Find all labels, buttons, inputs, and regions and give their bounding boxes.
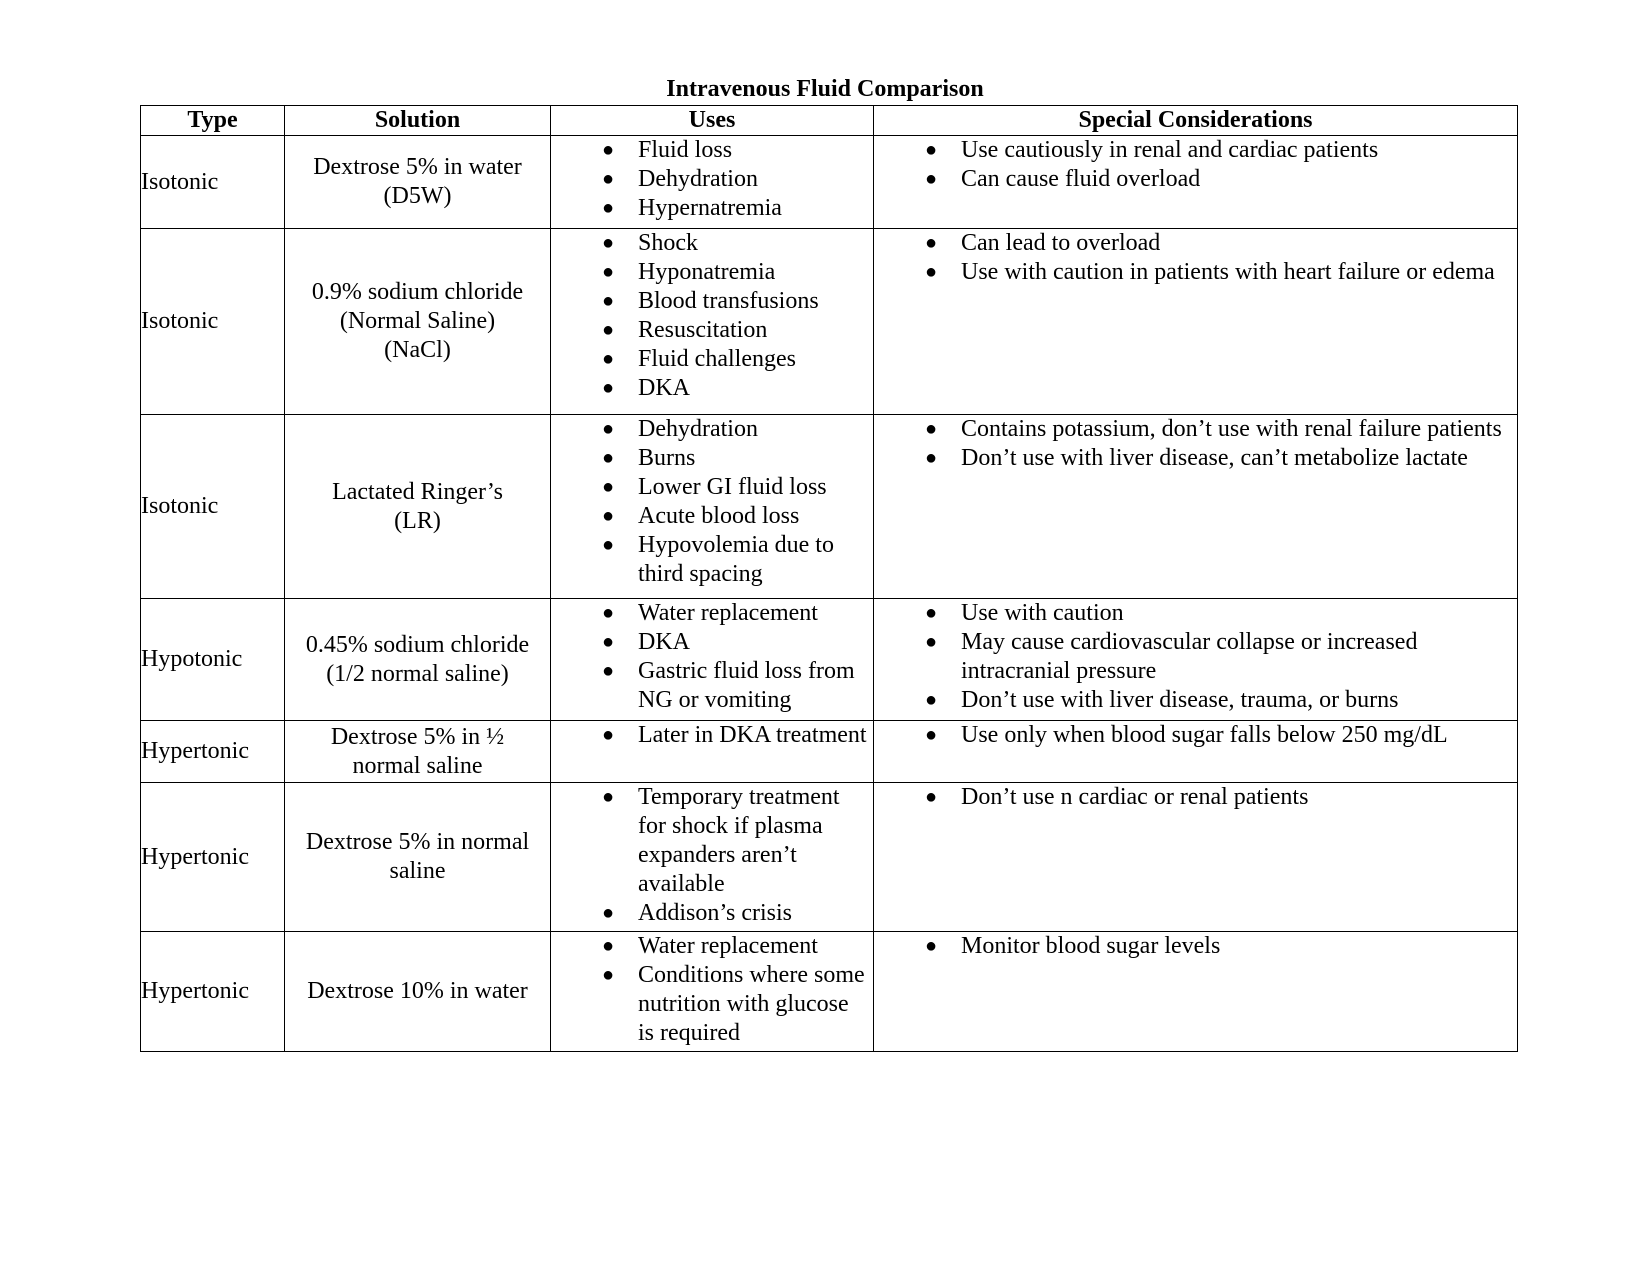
consideration-item-text: Don’t use with liver disease, can’t metabolize lactate: [961, 445, 1468, 471]
use-item: [602, 415, 869, 444]
use-item: [602, 374, 869, 403]
cell-considerations-list: [874, 783, 1517, 812]
cell-uses-list: [551, 721, 873, 750]
bullet-icon: ●: [602, 348, 615, 370]
consideration-item: [925, 136, 1511, 165]
cell-considerations: [874, 783, 1518, 932]
use-item: [602, 345, 869, 374]
use-item: [602, 287, 869, 316]
cell-uses: [551, 721, 874, 783]
use-item-text: Hypernatremia: [638, 195, 782, 221]
consideration-item-text: Don’t use with liver disease, trauma, or burns: [961, 687, 1399, 713]
cell-uses-list: [551, 229, 873, 403]
cell-type: Hypertonic: [141, 932, 285, 1052]
bullet-icon: ●: [925, 724, 938, 746]
cell-type: Hypertonic: [141, 783, 285, 932]
use-item-text: Fluid loss: [638, 137, 733, 163]
solution-line: 0.9% sodium chloride: [311, 279, 524, 305]
use-item-text: DKA: [638, 375, 690, 401]
cell-considerations: [874, 932, 1518, 1052]
solution-line: (D5W): [383, 183, 452, 209]
solution-line: saline: [389, 858, 446, 884]
bullet-icon: ●: [925, 261, 938, 283]
use-item: [602, 473, 869, 502]
use-item: [602, 961, 869, 1048]
bullet-icon: ●: [925, 689, 938, 711]
solution-line: (NaCl): [384, 337, 451, 363]
cell-uses: [551, 136, 874, 229]
solution-line: Dextrose 5% in normal: [305, 829, 530, 855]
use-item-text: Dehydration: [638, 416, 758, 442]
cell-considerations: [874, 415, 1518, 599]
consideration-item-text: Contains potassium, don’t use with renal failure patients: [961, 416, 1502, 442]
cell-solution: [285, 721, 551, 783]
use-item-text: Conditions where some nutrition with glucose is required: [638, 962, 865, 1046]
bullet-icon: ●: [602, 168, 615, 190]
use-item: [602, 531, 869, 589]
consideration-item-text: Use cautiously in renal and cardiac patients: [961, 137, 1379, 163]
cell-considerations-list: [874, 721, 1517, 750]
bullet-icon: ●: [602, 631, 615, 653]
consideration-item-text: Use only when blood sugar falls below 250 mg/dL: [961, 722, 1448, 748]
bullet-icon: ●: [602, 377, 615, 399]
cell-uses-list: [551, 136, 873, 223]
cell-solution: [285, 136, 551, 229]
bullet-icon: ●: [925, 447, 938, 469]
consideration-item: [925, 721, 1511, 750]
cell-uses-list: [551, 599, 873, 715]
consideration-item: [925, 165, 1511, 194]
bullet-icon: ●: [925, 935, 938, 957]
bullet-icon: ●: [602, 290, 615, 312]
table-row: [141, 932, 1518, 1052]
table-header-row: [141, 106, 1518, 136]
table-row: [141, 415, 1518, 599]
solution-line: (Normal Saline): [339, 308, 496, 334]
column-header-type: Type: [141, 106, 285, 136]
use-item: [602, 258, 869, 287]
use-item-text: Acute blood loss: [638, 503, 800, 529]
bullet-icon: ●: [602, 786, 615, 808]
cell-uses-list: [551, 415, 873, 589]
cell-considerations-list: [874, 599, 1517, 715]
consideration-item-text: Monitor blood sugar levels: [961, 933, 1221, 959]
use-item: [602, 628, 869, 657]
bullet-icon: ●: [602, 261, 615, 283]
consideration-item: [925, 258, 1511, 287]
solution-line: 0.45% sodium chloride: [305, 631, 530, 658]
consideration-item: [925, 932, 1511, 961]
use-item-text: Resuscitation: [638, 317, 768, 343]
use-item: [602, 194, 869, 223]
use-item-text: Addison’s crisis: [638, 900, 793, 926]
use-item-text: Shock: [638, 230, 698, 256]
cell-uses: [551, 599, 874, 721]
use-item: [602, 899, 869, 928]
use-item-text: Water replacement: [638, 600, 818, 626]
bullet-icon: ●: [602, 724, 615, 746]
consideration-item: [925, 686, 1511, 715]
use-item: [602, 502, 869, 531]
solution-line: (LR): [394, 507, 441, 534]
solution-line: normal saline: [352, 752, 483, 779]
cell-uses-list: [551, 932, 873, 1048]
cell-type: Isotonic: [141, 415, 285, 599]
bullet-icon: ●: [602, 418, 615, 440]
cell-considerations: [874, 721, 1518, 783]
column-header-considerations: Special Considerations: [874, 106, 1518, 136]
use-item-text: Hypovolemia due to third spacing: [638, 532, 834, 587]
use-item-text: Water replacement: [638, 933, 818, 959]
use-item-text: Dehydration: [638, 166, 758, 192]
use-item: [602, 444, 869, 473]
cell-uses: [551, 783, 874, 932]
bullet-icon: ●: [602, 139, 615, 161]
solution-line: Dextrose 10% in water: [307, 978, 528, 1004]
consideration-item-text: Can cause fluid overload: [961, 166, 1201, 192]
bullet-icon: ●: [602, 902, 615, 924]
consideration-item-text: Can lead to overload: [961, 230, 1161, 256]
consideration-item: [925, 783, 1511, 812]
cell-considerations-list: [874, 136, 1517, 194]
table-row: [141, 136, 1518, 229]
cell-solution: [285, 783, 551, 932]
iv-fluid-comparison-table: [140, 105, 1518, 1052]
bullet-icon: ●: [602, 505, 615, 527]
cell-uses: [551, 229, 874, 415]
bullet-icon: ●: [602, 534, 615, 556]
use-item: [602, 136, 869, 165]
cell-solution: [285, 599, 551, 721]
bullet-icon: ●: [602, 935, 615, 957]
bullet-icon: ●: [602, 447, 615, 469]
cell-uses: [551, 932, 874, 1052]
cell-considerations-list: [874, 415, 1517, 473]
use-item-text: Blood transfusions: [638, 288, 819, 314]
cell-considerations: [874, 599, 1518, 721]
use-item: [602, 229, 869, 258]
use-item: [602, 657, 869, 715]
cell-considerations: [874, 136, 1518, 229]
use-item-text: Lower GI fluid loss: [638, 474, 827, 500]
cell-uses: [551, 415, 874, 599]
bullet-icon: ●: [925, 418, 938, 440]
use-item-text: Later in DKA treatment: [638, 722, 867, 748]
table-row: [141, 599, 1518, 721]
use-item-text: Gastric fluid loss from NG or vomiting: [638, 658, 855, 713]
use-item: [602, 783, 869, 899]
cell-type: Hypotonic: [141, 599, 285, 721]
consideration-item-text: May cause cardiovascular collapse or increased intracranial pressure: [961, 629, 1418, 684]
table-row: [141, 783, 1518, 932]
use-item: [602, 721, 869, 750]
use-item: [602, 599, 869, 628]
cell-considerations-list: [874, 229, 1517, 287]
cell-solution: [285, 415, 551, 599]
table-row: [141, 229, 1518, 415]
bullet-icon: ●: [602, 964, 615, 986]
bullet-icon: ●: [925, 786, 938, 808]
use-item: [602, 316, 869, 345]
solution-line: Lactated Ringer’s: [332, 478, 503, 505]
solution-line: (1/2 normal saline): [326, 660, 509, 687]
cell-considerations-list: [874, 932, 1517, 961]
consideration-item: [925, 599, 1511, 628]
cell-solution: [285, 229, 551, 415]
use-item-text: Fluid challenges: [638, 346, 796, 372]
solution-line: Dextrose 5% in water: [313, 154, 522, 180]
cell-uses-list: [551, 783, 873, 928]
consideration-item: [925, 415, 1511, 444]
consideration-item-text: Use with caution: [961, 600, 1124, 626]
column-header-solution: Solution: [285, 106, 551, 136]
bullet-icon: ●: [602, 319, 615, 341]
bullet-icon: ●: [925, 631, 938, 653]
use-item-text: Temporary treatment for shock if plasma expanders aren’t available: [638, 784, 840, 897]
consideration-item: [925, 229, 1511, 258]
consideration-item-text: Don’t use n cardiac or renal patients: [961, 784, 1309, 810]
cell-solution: [285, 932, 551, 1052]
cell-type: Isotonic: [141, 136, 285, 229]
consideration-item-text: Use with caution in patients with heart failure or edema: [961, 259, 1495, 285]
document-title: Intravenous Fluid Comparison: [666, 76, 984, 102]
bullet-icon: ●: [925, 168, 938, 190]
table-row: [141, 721, 1518, 783]
bullet-icon: ●: [602, 660, 615, 682]
cell-considerations: [874, 229, 1518, 415]
table-body: [141, 136, 1518, 1052]
column-header-uses: Uses: [551, 106, 874, 136]
consideration-item: [925, 628, 1511, 686]
bullet-icon: ●: [925, 139, 938, 161]
solution-line: Dextrose 5% in ½: [330, 723, 505, 750]
bullet-icon: ●: [925, 602, 938, 624]
bullet-icon: ●: [602, 602, 615, 624]
use-item-text: DKA: [638, 629, 690, 655]
use-item-text: Hyponatremia: [638, 259, 776, 285]
bullet-icon: ●: [602, 476, 615, 498]
bullet-icon: ●: [602, 232, 615, 254]
bullet-icon: ●: [925, 232, 938, 254]
use-item: [602, 932, 869, 961]
cell-type: Isotonic: [141, 229, 285, 415]
use-item: [602, 165, 869, 194]
use-item-text: Burns: [638, 445, 696, 471]
cell-type: Hypertonic: [141, 721, 285, 783]
bullet-icon: ●: [602, 197, 615, 219]
consideration-item: [925, 444, 1511, 473]
